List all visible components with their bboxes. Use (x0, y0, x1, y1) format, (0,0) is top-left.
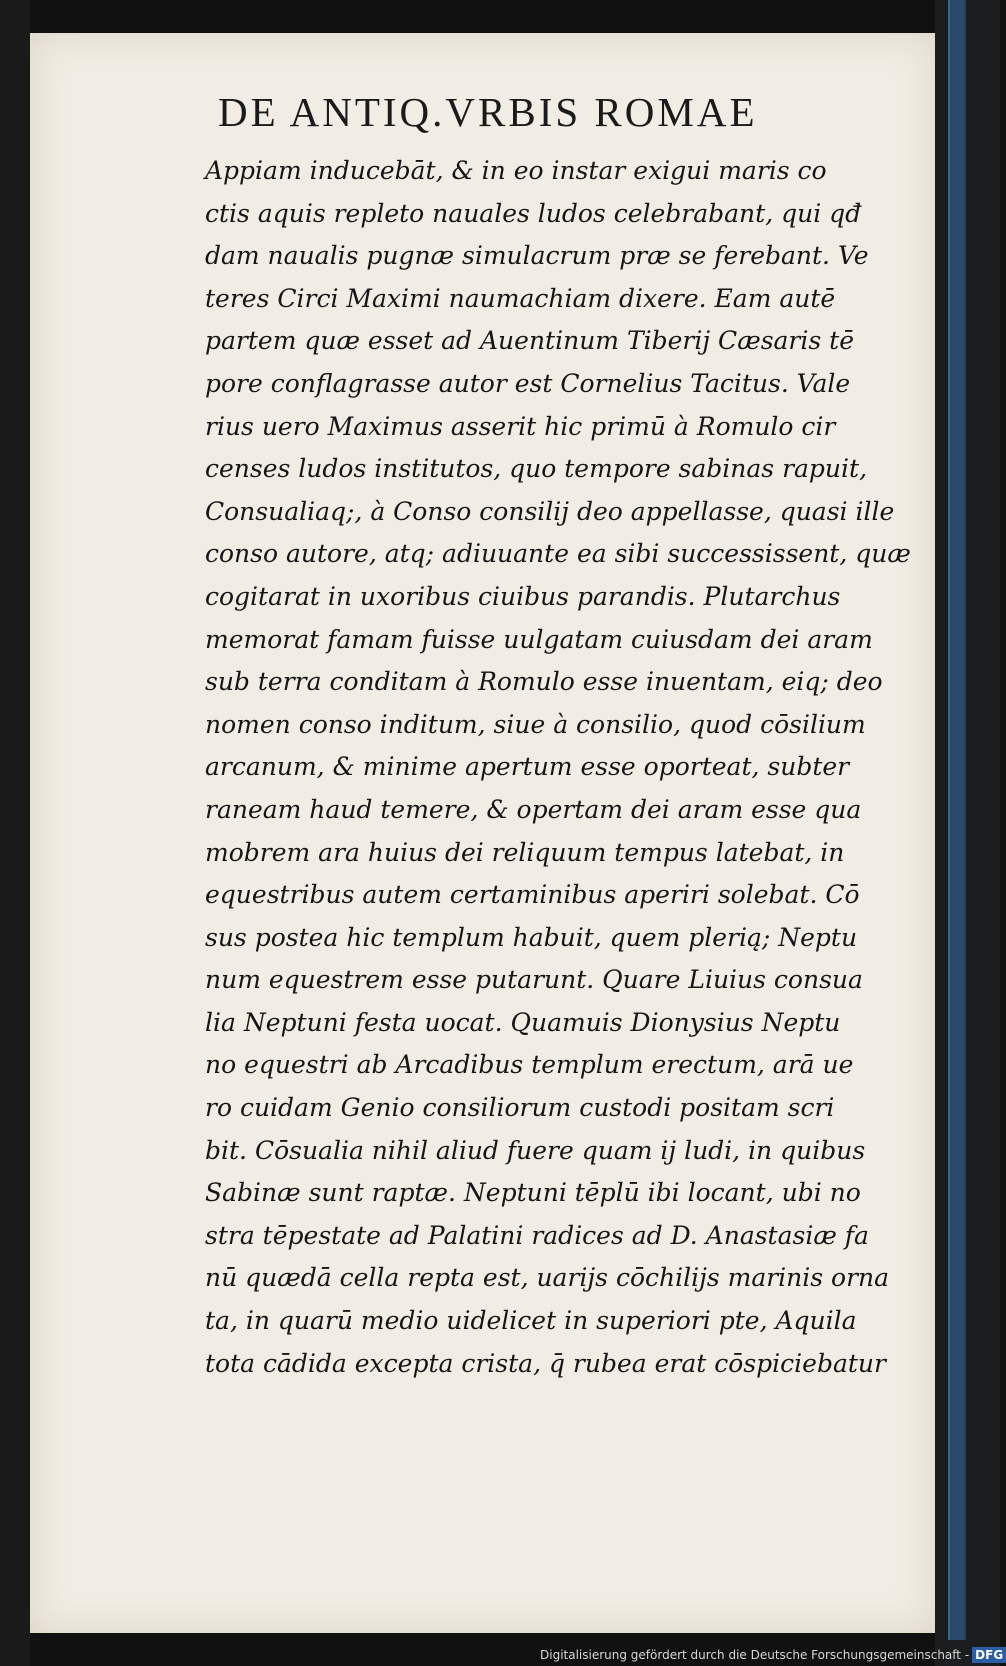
text-line: Appiam inducebāt, & in eo instar exigui maris co (205, 156, 827, 185)
text-line: stra tēpestate ad Palatini radices ad D. Anastasiæ fa (205, 1220, 869, 1250)
text-line: no equestri ab Arcadibus templum erectum, arā ue (205, 1050, 854, 1080)
text-line: nū quædā cella repta est, uarijs cōchilijs marinis orna (205, 1263, 890, 1293)
text-line: lia Neptuni festa uocat. Quamuis Dionysius Neptu (205, 1007, 841, 1037)
text-line: memorat famam fuisse uulgatam cuiusdam dei aram (205, 624, 873, 654)
text-line: teres Circi Maximi naumachiam dixere. Eam autē (205, 283, 836, 313)
text-line: num equestrem esse putarunt. Quare Liuius consua (205, 965, 863, 995)
text-line: dam naualis pugnæ simulacrum præ se ferebant. Ve (205, 241, 869, 271)
scan-right-edge (935, 0, 1000, 1666)
text-line: sub terra conditam à Romulo esse inuentam, eiq; deo (205, 667, 883, 697)
text-line: Sabinæ sunt raptæ. Neptuni tēplū ibi locant, ubi no (205, 1178, 861, 1208)
text-line: cogitarat in uxoribus ciuibus parandis. Plutarchus (205, 581, 841, 611)
dfg-logo: DFG (972, 1647, 1006, 1663)
text-line: nomen conso inditum, siue à consilio, quod cōsilium (205, 709, 866, 739)
credit-text: Digitalisierung gefördert durch die Deutsche Forschungsgemeinschaft - (540, 1648, 970, 1662)
text-line: conso autore, atq; adiuuante ea sibi successissent, quæ (205, 539, 911, 569)
text-line: Consualiaq;, à Conso consilij deo appellasse, quasi ille (205, 496, 895, 526)
text-line: arcanum, & minime apertum esse oporteat, subter (205, 752, 850, 782)
text-line: equestribus autem certaminibus aperiri solebat. Cō (205, 880, 860, 910)
text-line: censes ludos institutos, quo tempore sabinas rapuit, (205, 454, 868, 484)
text-line: ta, in quarū medio uidelicet in superiori pte, Aquila (205, 1306, 857, 1336)
color-ruler-strip (948, 0, 966, 1640)
text-line: raneam haud temere, & opertam dei aram esse qua (205, 794, 862, 824)
text-line: ctis aquis repleto nauales ludos celebrabant, qui qđ (205, 198, 862, 228)
text-line: bit. Cōsualia nihil aliud fuere quam ij ludi, in quibus (205, 1135, 866, 1165)
running-header: DE ANTIQ.VRBIS ROMAE (218, 89, 758, 135)
text-line: pore conflagrasse autor est Cornelius Tacitus. Vale (205, 368, 851, 398)
text-line: mobrem ara huius dei reliquum tempus latebat, in (205, 837, 845, 867)
text-line: ro cuidam Genio consiliorum custodi positam scri (205, 1093, 835, 1123)
digitization-credit (540, 1645, 1004, 1665)
text-line: partem quæ esset ad Auentinum Tiberij Cæsaris tē (205, 326, 854, 356)
scan-left-edge (0, 0, 30, 1666)
text-line: rius uero Maximus asserit hic primū à Romulo cir (205, 411, 836, 441)
text-line: tota cādida excepta crista, q̄ rubea erat cōspiciebatur (205, 1348, 886, 1378)
text-line: sus postea hic templum habuit, quem plerią; Neptu (205, 922, 858, 952)
body-text (205, 150, 911, 1385)
